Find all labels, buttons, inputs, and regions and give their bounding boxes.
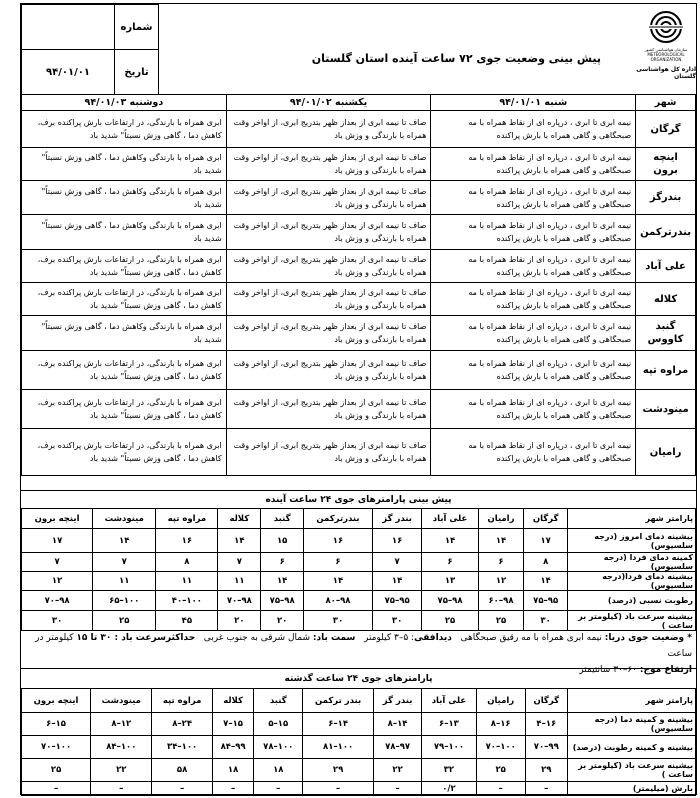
value-cell: ۱۵–۶ (22, 713, 91, 736)
table-row (22, 529, 696, 553)
value-cell: ۱۰۰–۶۵ (93, 591, 156, 611)
value-cell: ۱۱ (218, 572, 261, 591)
value-cell: ۲۲ (91, 759, 152, 782)
table-header-row (22, 689, 696, 713)
value-cell: ۶ (478, 553, 524, 572)
city-header: شهر (636, 95, 696, 111)
page-title: پیش بینی وضعیت جوی ۷۲ ساعت آینده استان گلستان (311, 52, 601, 65)
value-cell: ۱۰۰–۴۰ (156, 591, 218, 611)
city-column-header: بندر گز (374, 689, 422, 713)
city-name: کلاله (636, 283, 696, 316)
value-cell: ۱۸ (212, 759, 254, 782)
value-cell: ۱۰۰–۸۱ (303, 736, 374, 759)
forecast-cell: صاف تا نیمه ابری از بعداز ظهر بتدریج ابری، از اواخر وقت همراه با بارندگی و وزش باد (226, 111, 431, 148)
value-cell: ۲۵ (93, 611, 156, 631)
date-value: ۹۴/۰۱/۰۱ (22, 50, 115, 95)
city-name: گنبد کاووس (636, 316, 696, 351)
past24-title: پارامترهای جوی ۲۴ ساعت گذشته (21, 668, 696, 688)
value-cell: ۱۶ (304, 529, 373, 553)
value-cell: ۲۲ (374, 759, 422, 782)
table-row (22, 283, 696, 316)
value-cell: ۱۰۰–۸۴ (91, 736, 152, 759)
value-cell: ۱۴–۸ (374, 713, 422, 736)
forecast-cell: ابری همراه با بارندگی، در ارتفاعات بارش پراکنده برف، کاهش دما ، گاهی وزش نسبتاً" شدید باد (22, 250, 227, 283)
value-cell: ۹۹–۸۴ (212, 736, 254, 759)
day-header: شنبه ۹۴/۰۱/۰۱ (431, 95, 636, 111)
city-column-header: اینچه برون (22, 689, 91, 713)
value-cell: ۷ (372, 553, 421, 572)
param-label: بارش (میلیمتر) (568, 782, 696, 796)
value-cell: ۱۰۰–۷۹ (422, 736, 477, 759)
city-name: علی آباد (636, 250, 696, 283)
value-cell: ۲۵ (476, 759, 525, 782)
value-cell: ۴۵ (156, 611, 218, 631)
table-header-row (22, 509, 696, 529)
table-row (22, 611, 696, 631)
city-column-header: بندر ترکمن (303, 689, 374, 713)
value-cell: ۱۰۰–۳۴ (152, 736, 212, 759)
value-cell: ۹۸–۷۰ (22, 591, 93, 611)
past24-table (21, 688, 696, 796)
value-cell: – (254, 782, 303, 796)
value-cell: – (212, 782, 254, 796)
city-column-header: بندر گز (372, 509, 421, 529)
value-cell: ۱۴–۶ (303, 713, 374, 736)
value-cell: ۱۴ (304, 572, 373, 591)
wind-direction-title: سمت باد: (312, 633, 356, 643)
forecast-cell: نیمه ابری تا ابری ، درپاره ای از نقاط همراه با مه صبحگاهی و گاهی همراه با بارش پراکنده (431, 181, 636, 215)
value-cell: ۱۴ (93, 529, 156, 553)
value-cell: ۱۴ (261, 572, 304, 591)
value-cell: ۱۴ (524, 572, 568, 591)
city-name: بندرگز (636, 181, 696, 215)
city-name: مراوه تپه (636, 351, 696, 390)
number-value (22, 5, 115, 50)
city-column-header: مینودشت (91, 689, 152, 713)
value-cell: ۹۵–۷۵ (524, 591, 568, 611)
value-cell: ۱۶–۸ (476, 713, 525, 736)
table-row (22, 759, 696, 782)
value-cell: ۹۸–۷۵ (261, 591, 304, 611)
forecast-cell: صاف تا نیمه ابری از بعداز ظهر بتدریج ابری، از اواخر وقت همراه با بارندگی و وزش باد (226, 283, 431, 316)
value-cell: ۱۷ (22, 529, 93, 553)
forecast-table (21, 94, 696, 476)
value-cell: ۹۹–۷۰ (525, 736, 567, 759)
forecast-cell: نیمه ابری تا ابری ، درپاره ای از نقاط همراه با مه صبحگاهی و گاهی همراه با بارش پراکنده (431, 215, 636, 250)
value-cell: ۱۶ (372, 529, 421, 553)
meteorology-logo-icon (645, 7, 687, 47)
day-header: دوشنبه ۹۴/۰۱/۰۳ (22, 95, 227, 111)
city-column-header: گرگان (524, 509, 568, 529)
day-header: یکشنبه ۹۴/۰۱/۰۲ (226, 95, 431, 111)
value-cell: ۶ (422, 553, 478, 572)
table-row (22, 316, 696, 351)
table-row (22, 181, 696, 215)
forecast-cell: ابری همراه با بارندگی، در ارتفاعات بارش پراکنده برف، کاهش دما ، گاهی وزش نسبتاً" شدید باد (22, 283, 227, 316)
value-cell: ۱۵–۷ (212, 713, 254, 736)
value-cell: ۳۲ (422, 759, 477, 782)
value-cell: ۷ (93, 553, 156, 572)
value-cell: ۱۴ (478, 529, 524, 553)
city-column-header: اینچه برون (22, 509, 93, 529)
forecast-cell: صاف تا نیمه ابری از بعداز ظهر بتدریج ابری، از اواخر وقت همراه با بارندگی و وزش باد (226, 316, 431, 351)
city-column-header: کلاله (212, 689, 254, 713)
value-cell: – (152, 782, 212, 796)
value-cell: ۰/۲ (422, 782, 477, 796)
forecast-cell: ابری همراه با بارندگی، در ارتفاعات بارش پراکنده برف، کاهش دما ، گاهی وزش نسبتاً" شدید باد (22, 111, 227, 148)
forecast-cell: نیمه ابری تا ابری ، درپاره ای از نقاط همراه با مه صبحگاهی و گاهی همراه با بارش پراکنده (431, 390, 636, 429)
table-row (22, 250, 696, 283)
value-cell: ۹۸–۷۵ (422, 591, 478, 611)
value-cell: ۱۶ (156, 529, 218, 553)
forecast-cell: نیمه ابری تا ابری ، درپاره ای از نقاط همراه با مه صبحگاهی و گاهی همراه با بارش پراکنده (431, 283, 636, 316)
table-row (22, 736, 696, 759)
corner-header: پارامتر شهر (568, 689, 696, 713)
forecast-cell: صاف تا نیمه ابری از بعداز ظهر بتدریج ابری، از اواخر وقت همراه با بارندگی و وزش باد (226, 181, 431, 215)
visibility-title: دیدافقی (414, 633, 452, 643)
sea-text: نیمه ابری همراه با مه رقیق صبحگاهی (460, 633, 602, 643)
organization-logo (636, 4, 696, 82)
value-cell: – (476, 782, 525, 796)
document-page (20, 3, 697, 795)
value-cell: ۷ (22, 553, 93, 572)
value-cell: – (22, 782, 91, 796)
city-column-header: علی آباد (422, 689, 477, 713)
param-label: بیشینه سرعت باد (کیلومتر بر ساعت ) (568, 611, 696, 631)
value-cell: ۳۰ (304, 611, 373, 631)
forecast-cell: صاف تا نیمه ابری از بعداز ظهر بتدریج ابری، از اواخر وقت همراه با بارندگی و وزش باد (226, 250, 431, 283)
visibility-text: : ۵–۳ کیلومتر (364, 633, 415, 643)
value-cell: ۹۷–۷۸ (374, 736, 422, 759)
value-cell: ۲۵ (478, 611, 524, 631)
table-row (22, 713, 696, 736)
value-cell: ۱۰۰–۷۸ (254, 736, 303, 759)
value-cell: ۲۰ (261, 611, 304, 631)
city-name: رامیان (636, 429, 696, 476)
city-name: اینچه برون (636, 148, 696, 181)
table-row (22, 429, 696, 476)
forecast-cell: ابری همراه با بارندگی، در ارتفاعات بارش پراکنده برف، کاهش دما ، گاهی وزش نسبتاً" شدید باد (22, 390, 227, 429)
value-cell: ۱۳ (422, 572, 478, 591)
value-cell: ۱۲ (22, 572, 93, 591)
value-cell: ۱۴ (372, 572, 421, 591)
value-cell: ۳۰ (372, 611, 421, 631)
wind-direction-text: شمال شرقی به جنوب غربی (203, 633, 310, 643)
sea-conditions (21, 630, 696, 675)
table-row (22, 111, 696, 148)
wave-title: ارتفاع موج: (639, 665, 692, 675)
table-row (22, 351, 696, 390)
city-name: بندرترکمن (636, 215, 696, 250)
corner-header: پارامتر شهر (568, 509, 696, 529)
value-cell: ۱۱ (156, 572, 218, 591)
value-cell: ۹۸–۸۰ (304, 591, 373, 611)
forecast-cell: نیمه ابری تا ابری ، درپاره ای از نقاط همراه با مه صبحگاهی و گاهی همراه با بارش پراکنده (431, 111, 636, 148)
value-cell: ۷ (218, 553, 261, 572)
wind-speed-title: حداکثرسرعت باد : ۳۰ تا ۱۵ (76, 633, 196, 643)
table-row (22, 390, 696, 429)
value-cell: ۱۲ (478, 572, 524, 591)
header (21, 4, 696, 94)
city-column-header: گرگان (525, 689, 567, 713)
value-cell: ۱۷ (524, 529, 568, 553)
value-cell: ۲۵ (22, 759, 91, 782)
value-cell: ۱۱ (93, 572, 156, 591)
forecast-cell: نیمه ابری تا ابری ، درپاره ای از نقاط همراه با مه صبحگاهی و گاهی همراه با بارش پراکنده (431, 250, 636, 283)
value-cell: ۱۴ (422, 529, 478, 553)
value-cell: – (525, 782, 567, 796)
value-cell: ۹۵–۷۵ (372, 591, 421, 611)
sea-title: * وضعیت جوی دریا: (604, 633, 692, 643)
city-column-header: بندرترکمن (304, 509, 373, 529)
value-cell: ۱۰۰–۷۰ (22, 736, 91, 759)
city-column-header: مینودشت (93, 509, 156, 529)
param-label: بیشینه و کمینه رطوبت (درصد) (568, 736, 696, 759)
table-row (22, 572, 696, 591)
forecast-cell: ابری همراه با بارندگی، در ارتفاعات بارش پراکنده برف، کاهش دما ، گاهی وزش نسبتاً" شدید باد (22, 429, 227, 476)
forecast-cell: صاف تا نیمه ابری از بعداز ظهر بتدریج ابری، از اواخر وقت همراه با بارندگی و وزش باد (226, 148, 431, 181)
table-row (22, 591, 696, 611)
wind-speed-text: کیلومتر در ساعت (35, 633, 692, 659)
value-cell: – (374, 782, 422, 796)
value-cell: ۱۲–۸ (91, 713, 152, 736)
forecast-cell: نیمه ابری تا ابری ، درپاره ای از نقاط همراه با مه صبحگاهی و گاهی همراه با بارش پراکنده (431, 429, 636, 476)
value-cell: ۵۸ (152, 759, 212, 782)
city-name: مینودشت (636, 390, 696, 429)
city-column-header: رامیان (478, 509, 524, 529)
logo-org-name: اداره کل هواشناسی گلستان (636, 65, 696, 80)
value-cell: ۲۹ (525, 759, 567, 782)
value-cell: ۸ (156, 553, 218, 572)
city-column-header: مراوه تپه (156, 509, 218, 529)
city-column-header: کلاله (218, 509, 261, 529)
value-cell: ۱۵ (261, 529, 304, 553)
value-cell: ۱۵–۵ (254, 713, 303, 736)
value-cell: ۱۴ (218, 529, 261, 553)
city-column-header: مراوه تپه (152, 689, 212, 713)
value-cell: ۱۰۰–۷۰ (476, 736, 525, 759)
table-row (22, 215, 696, 250)
logo-caption-2: METEOROLOGICAL ORGANIZATION (647, 51, 685, 62)
value-cell: ۱۸ (254, 759, 303, 782)
forecast-cell: ابری همراه با بارندگی، در ارتفاعات بارش پراکنده برف، کاهش دما ، گاهی وزش نسبتاً" شدید باد (22, 351, 227, 390)
forecast-cell: صاف تا نیمه ابری از بعداز ظهر بتدریج ابری، از اواخر وقت همراه با بارندگی و وزش باد (226, 215, 431, 250)
city-column-header: گنبد (254, 689, 303, 713)
param-label: بیشینه سرعت باد (کیلومتر بر ساعت ) (568, 759, 696, 782)
value-cell: ۱۳–۶ (422, 713, 477, 736)
value-cell: ۲۵ (422, 611, 478, 631)
forecast-cell: صاف تا نیمه ابری از بعداز ظهر بتدریج ابری، از اواخر وقت همراه با بارندگی و وزش باد (226, 351, 431, 390)
wave-text: ۶۰–۳۰ سانتیمتر (579, 665, 638, 675)
value-cell: ۶ (304, 553, 373, 572)
value-cell: ۲۰ (218, 611, 261, 631)
value-cell: ۳۰ (22, 611, 93, 631)
next24-table (21, 508, 696, 631)
value-cell: ۲۹ (303, 759, 374, 782)
param-label: بیشینه دمای امروز (درجه سلسیوس) (568, 529, 696, 553)
table-row (22, 553, 696, 572)
forecast-cell: نیمه ابری تا ابری ، درپاره ای از نقاط همراه با مه صبحگاهی و گاهی همراه با بارش پراکنده (431, 351, 636, 390)
value-cell: ۱۶–۴ (525, 713, 567, 736)
forecast-cell: نیمه ابری تا ابری ، درپاره ای از نقاط همراه با مه صبحگاهی و گاهی همراه با بارش پراکنده (431, 148, 636, 181)
value-cell: ۳۰ (524, 611, 568, 631)
city-name: گرگان (636, 111, 696, 148)
date-label: تاریخ (115, 50, 159, 95)
param-label: رطوبت نسبی (درصد) (568, 591, 696, 611)
table-row (22, 148, 696, 181)
next24-title: پیش بینی پارامترهای جوی ۲۴ ساعت آینده (21, 490, 696, 508)
forecast-cell: صاف تا نیمه ابری از بعداز ظهر بتدریج ابری، از اواخر وقت همراه با بارندگی و وزش باد (226, 390, 431, 429)
forecast-cell: نیمه ابری تا ابری ، درپاره ای از نقاط همراه با مه صبحگاهی و گاهی همراه با بارش پراکنده (431, 316, 636, 351)
value-cell: ۶ (261, 553, 304, 572)
city-column-header: علی آباد (422, 509, 478, 529)
forecast-cell: ابری همراه با بارندگی وکاهش دما ، گاهی وزش نسبتاً" شدید باد (22, 215, 227, 250)
param-label: کمینه دمای فردا (درجه سلسیوس) (568, 553, 696, 572)
value-cell: – (303, 782, 374, 796)
forecast-cell: ابری همراه با بارندگی وکاهش دما ، گاهی وزش نسبتاً" شدید باد (22, 148, 227, 181)
forecast-cell: ابری همراه با بارندگی وکاهش دما ، گاهی وزش نسبتاً" شدید باد (22, 181, 227, 215)
value-cell: ۲۴–۸ (152, 713, 212, 736)
logo-caption-1: سازمان هواشناسی کشور (644, 46, 688, 52)
number-label: شماره (115, 5, 159, 50)
param-label: بیشینه دمای فردا(درجه سلسیوس) (568, 572, 696, 591)
forecast-cell: ابری همراه با بارندگی وکاهش دما ، گاهی وزش نسبتاً" شدید باد (22, 316, 227, 351)
meta-box (21, 4, 159, 95)
city-column-header: گنبد (261, 509, 304, 529)
value-cell: ۹۸–۷۰ (218, 591, 261, 611)
value-cell: ۸ (524, 553, 568, 572)
value-cell: ۹۸–۶۰ (478, 591, 524, 611)
city-column-header: رامیان (476, 689, 525, 713)
table-row (22, 782, 696, 796)
value-cell: – (91, 782, 152, 796)
forecast-cell: صاف تا نیمه ابری از بعداز ظهر بتدریج ابری، از اواخر وقت همراه با بارندگی و وزش باد (226, 429, 431, 476)
param-label: بیشینه و کمینه دما (درجه سلسیوس) (568, 713, 696, 736)
